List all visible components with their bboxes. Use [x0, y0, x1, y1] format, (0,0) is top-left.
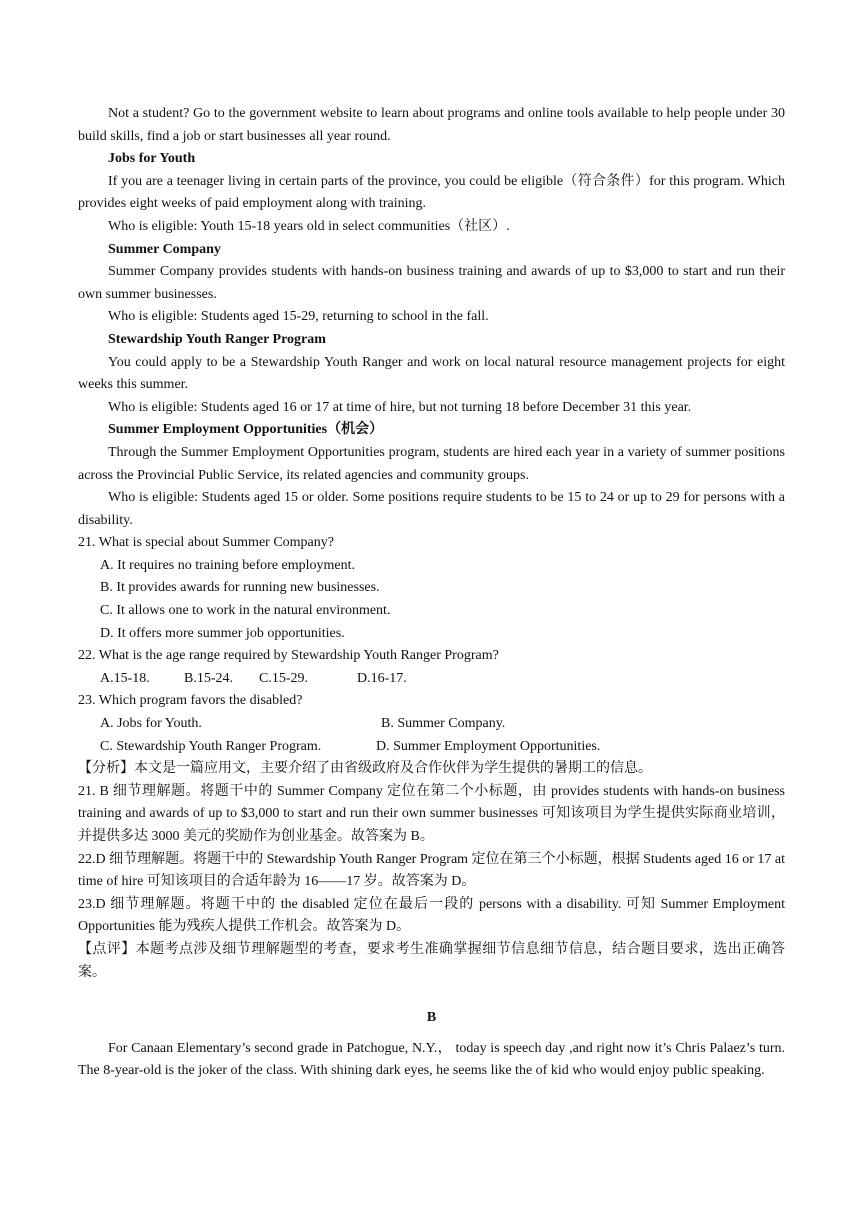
q22-options: [78, 668, 785, 691]
q23-option-b: B. Summer Company.: [381, 716, 506, 732]
eligibility-summer-employment: Who is eligible: Students aged 15 or older. Some positions require students to be 15 to 24 or up to 29 for persons with a disability.: [78, 490, 785, 528]
section-body-stewardship: You could apply to be a Stewardship Youth Ranger and work on local natural resource management projects for eight weeks this summer.: [78, 354, 785, 393]
passage-a-intro: Not a student? Go to the government website to learn about programs and online tools available to help people under 30 build skills, find a job or start businesses all year round.: [78, 106, 785, 144]
section-title-stewardship: Stewardship Youth Ranger Program: [108, 331, 326, 347]
passage-b-paragraph-1: For Canaan Elementary’s second grade in Patchogue, N.Y.， today is speech day ,and right now it’s Chris Palaez’s turn. The 8-year-old is the joker of the class. With shining dark eyes, he seems like the of kid who would enjoy public speaking.: [78, 1040, 785, 1079]
analysis-22: 22.D 细节理解题。将题干中的 Stewardship Youth Ranger Program 定位在第三个小标题，根据 Students aged 16 or 17 at time of hire 可知该项目的合适年龄为 16——17 岁。故答案为 D。: [78, 851, 785, 890]
q21-option-b: B. It provides awards for running new businesses.: [100, 580, 380, 596]
q23-options-row1: [78, 713, 785, 736]
q21-option-a: A. It requires no training before employment.: [100, 557, 356, 573]
q22-option-b: B.15-24.: [184, 670, 233, 686]
q21-option-d: D. It offers more summer job opportunities.: [100, 625, 345, 641]
section-title-summer-employment: Summer Employment Opportunities（机会）: [108, 422, 384, 438]
section-body-summer-company: Summer Company provides students with hands-on business training and awards of up to $3,000 to start and run their own summer businesses.: [78, 264, 785, 302]
q21-option-c: C. It allows one to work in the natural environment.: [100, 603, 391, 619]
section-body-summer-employment: Through the Summer Employment Opportunities program, students are hired each year in a variety of summer positions across the Provincial Public Service, its related agencies and community groups.: [78, 444, 785, 483]
eligibility-summer-company: Who is eligible: Students aged 15-29, returning to school in the fall.: [108, 309, 489, 325]
spacer: [78, 1030, 785, 1038]
question-23: 23. Which program favors the disabled?: [78, 693, 303, 709]
question-21: 21. What is special about Summer Company?: [78, 535, 334, 551]
q22-option-a: A.15-18.: [100, 670, 150, 686]
section-body-jobs-for-youth: If you are a teenager living in certain parts of the province, you could be eligible（符合条件）for this program. Which provides eight weeks of paid employment along with training.: [78, 173, 785, 212]
spacer: [78, 984, 785, 1007]
question-22: 22. What is the age range required by Stewardship Youth Ranger Program?: [78, 648, 499, 664]
analysis-summary: 【分析】本文是一篇应用文，主要介绍了由省级政府及合作伙伴为学生提供的暑期工的信息。: [78, 761, 652, 777]
section-title-summer-company: Summer Company: [108, 241, 221, 257]
q23-option-d: D. Summer Employment Opportunities.: [376, 738, 601, 754]
eligibility-stewardship: Who is eligible: Students aged 16 or 17 at time of hire, but not turning 18 before December 31 this year.: [108, 399, 692, 415]
q22-option-d: D.16-17.: [357, 670, 407, 686]
q23-options-row2: [78, 736, 785, 759]
analysis-21: 21. B 细节理解题。将题干中的 Summer Company 定位在第二个小标题，由 provides students with hands-on business training and awards of up to $3,000 to start and run their own summer businesses 可知该项目为学生提供实际商业培训，并提供多达 3000 美元的奖励作为创业基金。故答案为 B。: [78, 783, 785, 844]
passage-b-label: B: [426, 1010, 437, 1026]
document-page: [78, 103, 785, 1083]
analysis-23: 23.D 细节理解题。将题干中的 the disabled 定位在最后一段的 persons with a disability. 可知 Summer Employment Opportunities 能为残疾人提供工作机会。故答案为 D。: [78, 896, 785, 935]
section-title-jobs-for-youth: Jobs for Youth: [108, 151, 196, 167]
analysis-comment: 【点评】本题考点涉及细节理解题型的考查，要求考生准确掌握细节信息细节信息，结合题目要求，选出正确答案。: [78, 941, 785, 980]
q23-option-a: A. Jobs for Youth.: [100, 716, 202, 732]
q22-option-c: C.15-29.: [259, 670, 308, 686]
eligibility-jobs-for-youth: Who is eligible: Youth 15-18 years old in select communities（社区）.: [108, 218, 510, 234]
q23-option-c: C. Stewardship Youth Ranger Program.: [100, 738, 322, 754]
